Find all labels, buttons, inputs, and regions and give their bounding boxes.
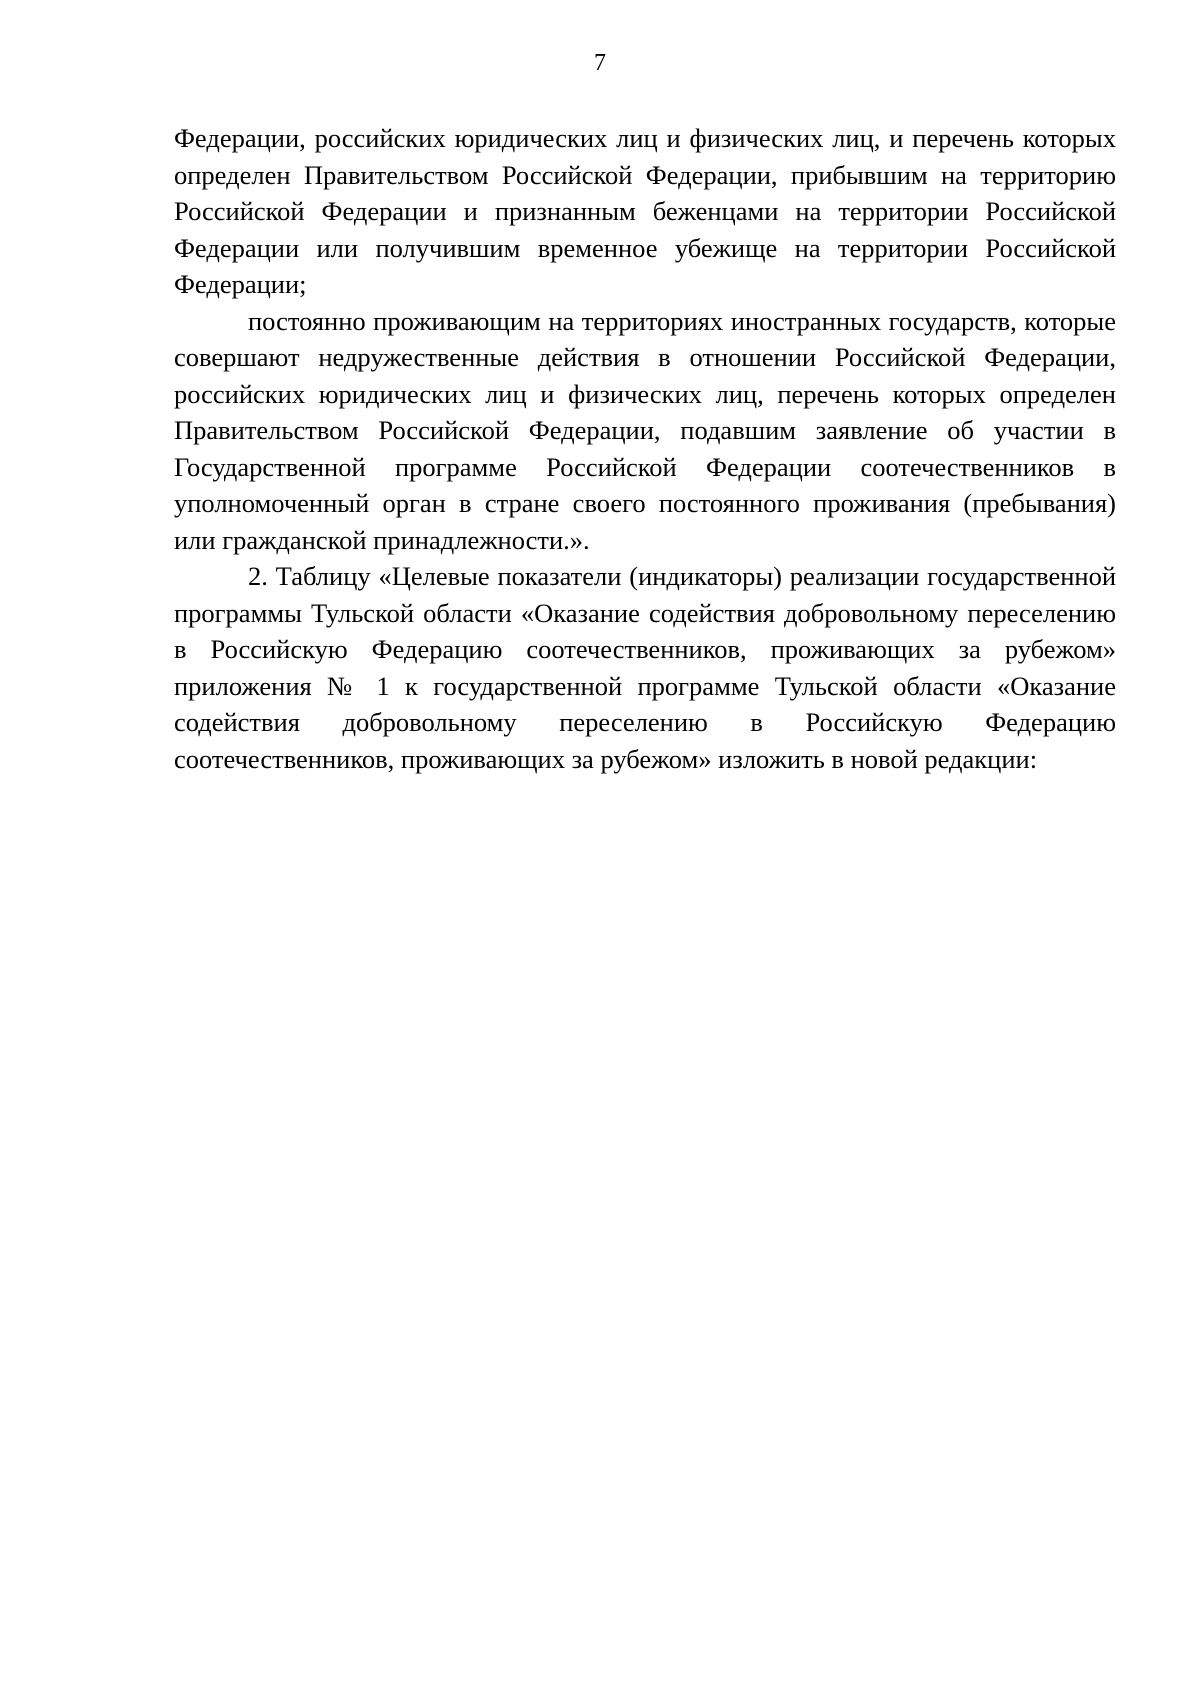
document-body: [174, 120, 1116, 777]
paragraph-continuation: Федерации, российских юридических лиц и физических лиц, и перечень которых определен Правительством Российской Федерации, прибывшим на территорию Российской Федерации и признанным беженцами на территории Российской Федерации или получившим временное убежище на территории Российской Федерации;: [174, 123, 1116, 299]
paragraph-item-2: 2. Таблицу «Целевые показатели (индикаторы) реализации государственной программы Тульской области «Оказание содействия добровольному переселению в Российскую Федерацию соотечественников, проживающих за рубежом» приложения № 1 к государственной программе Тульской области «Оказание содействия добровольному переселению в Российскую Федерацию соотечественников, проживающих за рубежом» изложить в новой редакции:: [174, 561, 1116, 774]
page-number: 7: [594, 50, 606, 76]
paragraph-permanent-residents: постоянно проживающим на территориях иностранных государств, которые совершают недружественные действия в отношении Российской Федерации, российских юридических лиц и физических лиц, перечень которых определен Правительством Российской Федерации, подавшим заявление об участии в Государственной программе Российской Федерации соотечественников в уполномоченный орган в стране своего постоянного проживания (пребывания) или гражданской принадлежности.».: [174, 305, 1116, 555]
